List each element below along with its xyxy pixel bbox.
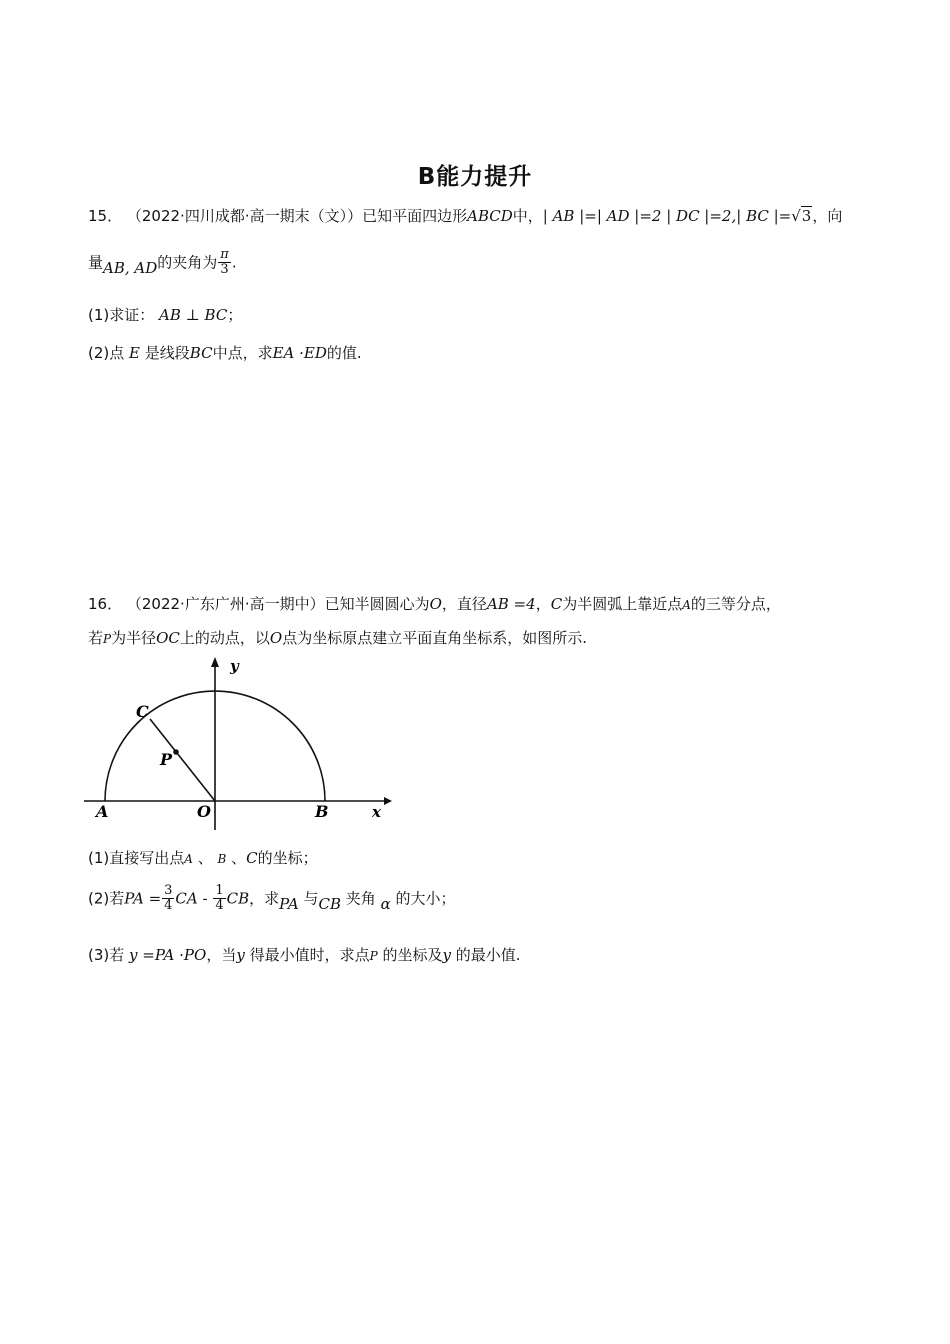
q15-part1-label: (1)求证： — [88, 306, 155, 324]
q16-text: 夹角 — [345, 889, 376, 908]
q16-text: ，当 — [206, 946, 237, 964]
q16-text: (2)若 — [88, 889, 125, 908]
q15-part1-expr: AB ⊥ BC — [159, 306, 228, 324]
q16-frac-3-4 — [162, 884, 174, 914]
q16-source: （2022·广东广州·高一期中） — [126, 595, 325, 613]
q16-part2-mid: CA - — [175, 889, 208, 908]
q15-part2 — [88, 342, 362, 363]
q15-angle-den: 3 — [220, 262, 229, 278]
q15-text: 是线段 — [144, 344, 190, 362]
q16-number: 16． — [88, 595, 123, 613]
label-p: P — [160, 750, 173, 769]
q16-line-2 — [88, 627, 587, 648]
q16-text: 点为坐标原点建立平面直角坐标系，如图所示. — [282, 629, 587, 647]
q16-point-p: P — [103, 632, 112, 646]
q16-p1-b: B — [217, 852, 227, 866]
semicircle-figure — [84, 655, 394, 830]
q15-quad: ABCD — [467, 207, 513, 225]
q16-text: 为半圆弧上靠近点 — [562, 595, 683, 613]
q15-segment: BC — [189, 344, 213, 362]
q16-text: 、 — [231, 849, 247, 867]
q15-angle-fraction — [218, 248, 231, 278]
q16-frac-1-4 — [213, 884, 225, 914]
q16-vec-cb-2: CB — [318, 895, 342, 914]
label-x: x — [372, 803, 381, 821]
q16-text: 上的动点，以 — [179, 629, 270, 647]
q15-text: ； — [227, 306, 243, 324]
q16-p1-a: A — [184, 852, 193, 866]
q16-radius: OC — [156, 629, 180, 647]
q16-text: ， — [535, 595, 551, 613]
section-title: B能力提升 — [417, 164, 533, 190]
frac-num: 1 — [215, 883, 224, 898]
q16-line-1 — [88, 593, 781, 614]
q16-part2 — [88, 884, 456, 914]
q15-text: ，向 — [812, 207, 843, 225]
q16-center: O — [429, 595, 442, 613]
label-c: C — [136, 702, 149, 721]
q16-p1-c: C — [246, 849, 258, 867]
q15-text: 的值. — [326, 344, 362, 362]
q15-angle-num: π — [220, 247, 229, 262]
label-a: A — [96, 802, 109, 821]
q15-sqrt: 3 — [801, 207, 812, 225]
x-axis-arrow — [384, 797, 392, 805]
q16-text: 为半径 — [111, 629, 157, 647]
q16-text: (1)直接写出点 — [88, 849, 185, 867]
q15-source: （2022·四川成都·高一期末（文）） — [126, 207, 363, 225]
q16-y2: y — [442, 946, 451, 964]
q16-part3 — [88, 944, 521, 965]
q16-text: 与 — [303, 889, 319, 908]
q15-point-e: E — [129, 344, 140, 362]
q16-vec-pa: PA — [279, 895, 299, 914]
q15-line-1: 15． （2022·四川成都·高一期末（文））已知平面四边形ABCD中，| AB |=| AD |=2 | DC |=2,| BC |=√3，向 — [88, 207, 843, 225]
q15-text: . — [231, 253, 237, 272]
q16-text: 的三等分点， — [690, 595, 781, 613]
q16-text: 的坐标； — [257, 849, 318, 867]
q16-part2-lhs: PA = — [124, 889, 162, 908]
q16-origin: O — [269, 629, 283, 647]
q15-text: 量 — [88, 253, 104, 272]
q15-vectors: AB, AD — [103, 259, 158, 278]
q16-vec-cb: CB — [226, 889, 250, 908]
q15-line-2 — [88, 248, 237, 278]
y-axis-arrow — [211, 657, 219, 667]
q15-number: 15． — [88, 207, 123, 225]
q15-text: 中， — [512, 207, 543, 225]
q16-text: (3)若 — [88, 946, 125, 964]
frac-den: 4 — [215, 898, 224, 914]
q15-condition: | AB |=| AD |=2 | DC |=2,| BC |= — [542, 207, 792, 225]
q16-text: 的大小； — [395, 889, 456, 908]
q16-text: 的最小值. — [455, 946, 521, 964]
q16-alpha: α — [380, 895, 391, 914]
label-b: B — [315, 802, 329, 821]
frac-den: 4 — [164, 898, 173, 914]
q16-text: ，直径 — [441, 595, 487, 613]
q16-text: 若 — [88, 629, 104, 647]
q16-p: P — [369, 949, 378, 963]
q16-text: 、 — [197, 849, 213, 867]
q16-text: ，求 — [249, 889, 280, 908]
q15-part1 — [88, 304, 242, 325]
label-y: y — [230, 657, 239, 675]
q16-part3-expr: y =PA ·PO — [129, 946, 207, 964]
frac-num: 3 — [164, 883, 173, 898]
q16-point-a: A — [682, 598, 691, 612]
q16-diameter: AB =4 — [486, 595, 536, 613]
q16-text: 的坐标及 — [382, 946, 443, 964]
q15-text: 中点，求 — [212, 344, 273, 362]
q15-part2-expr: EA ·ED — [272, 344, 327, 362]
q16-part1 — [88, 847, 318, 868]
q15-text: 已知平面四边形 — [362, 207, 468, 225]
q15-text: (2)点 — [88, 344, 125, 362]
q16-text: 得最小值时，求点 — [249, 946, 370, 964]
label-o: O — [197, 802, 211, 821]
point-p-dot — [173, 749, 179, 755]
q16-point-c: C — [550, 595, 563, 613]
q15-text: 的夹角为 — [157, 253, 218, 272]
q16-text: 已知半圆圆心为 — [324, 595, 430, 613]
q16-y: y — [236, 946, 245, 964]
